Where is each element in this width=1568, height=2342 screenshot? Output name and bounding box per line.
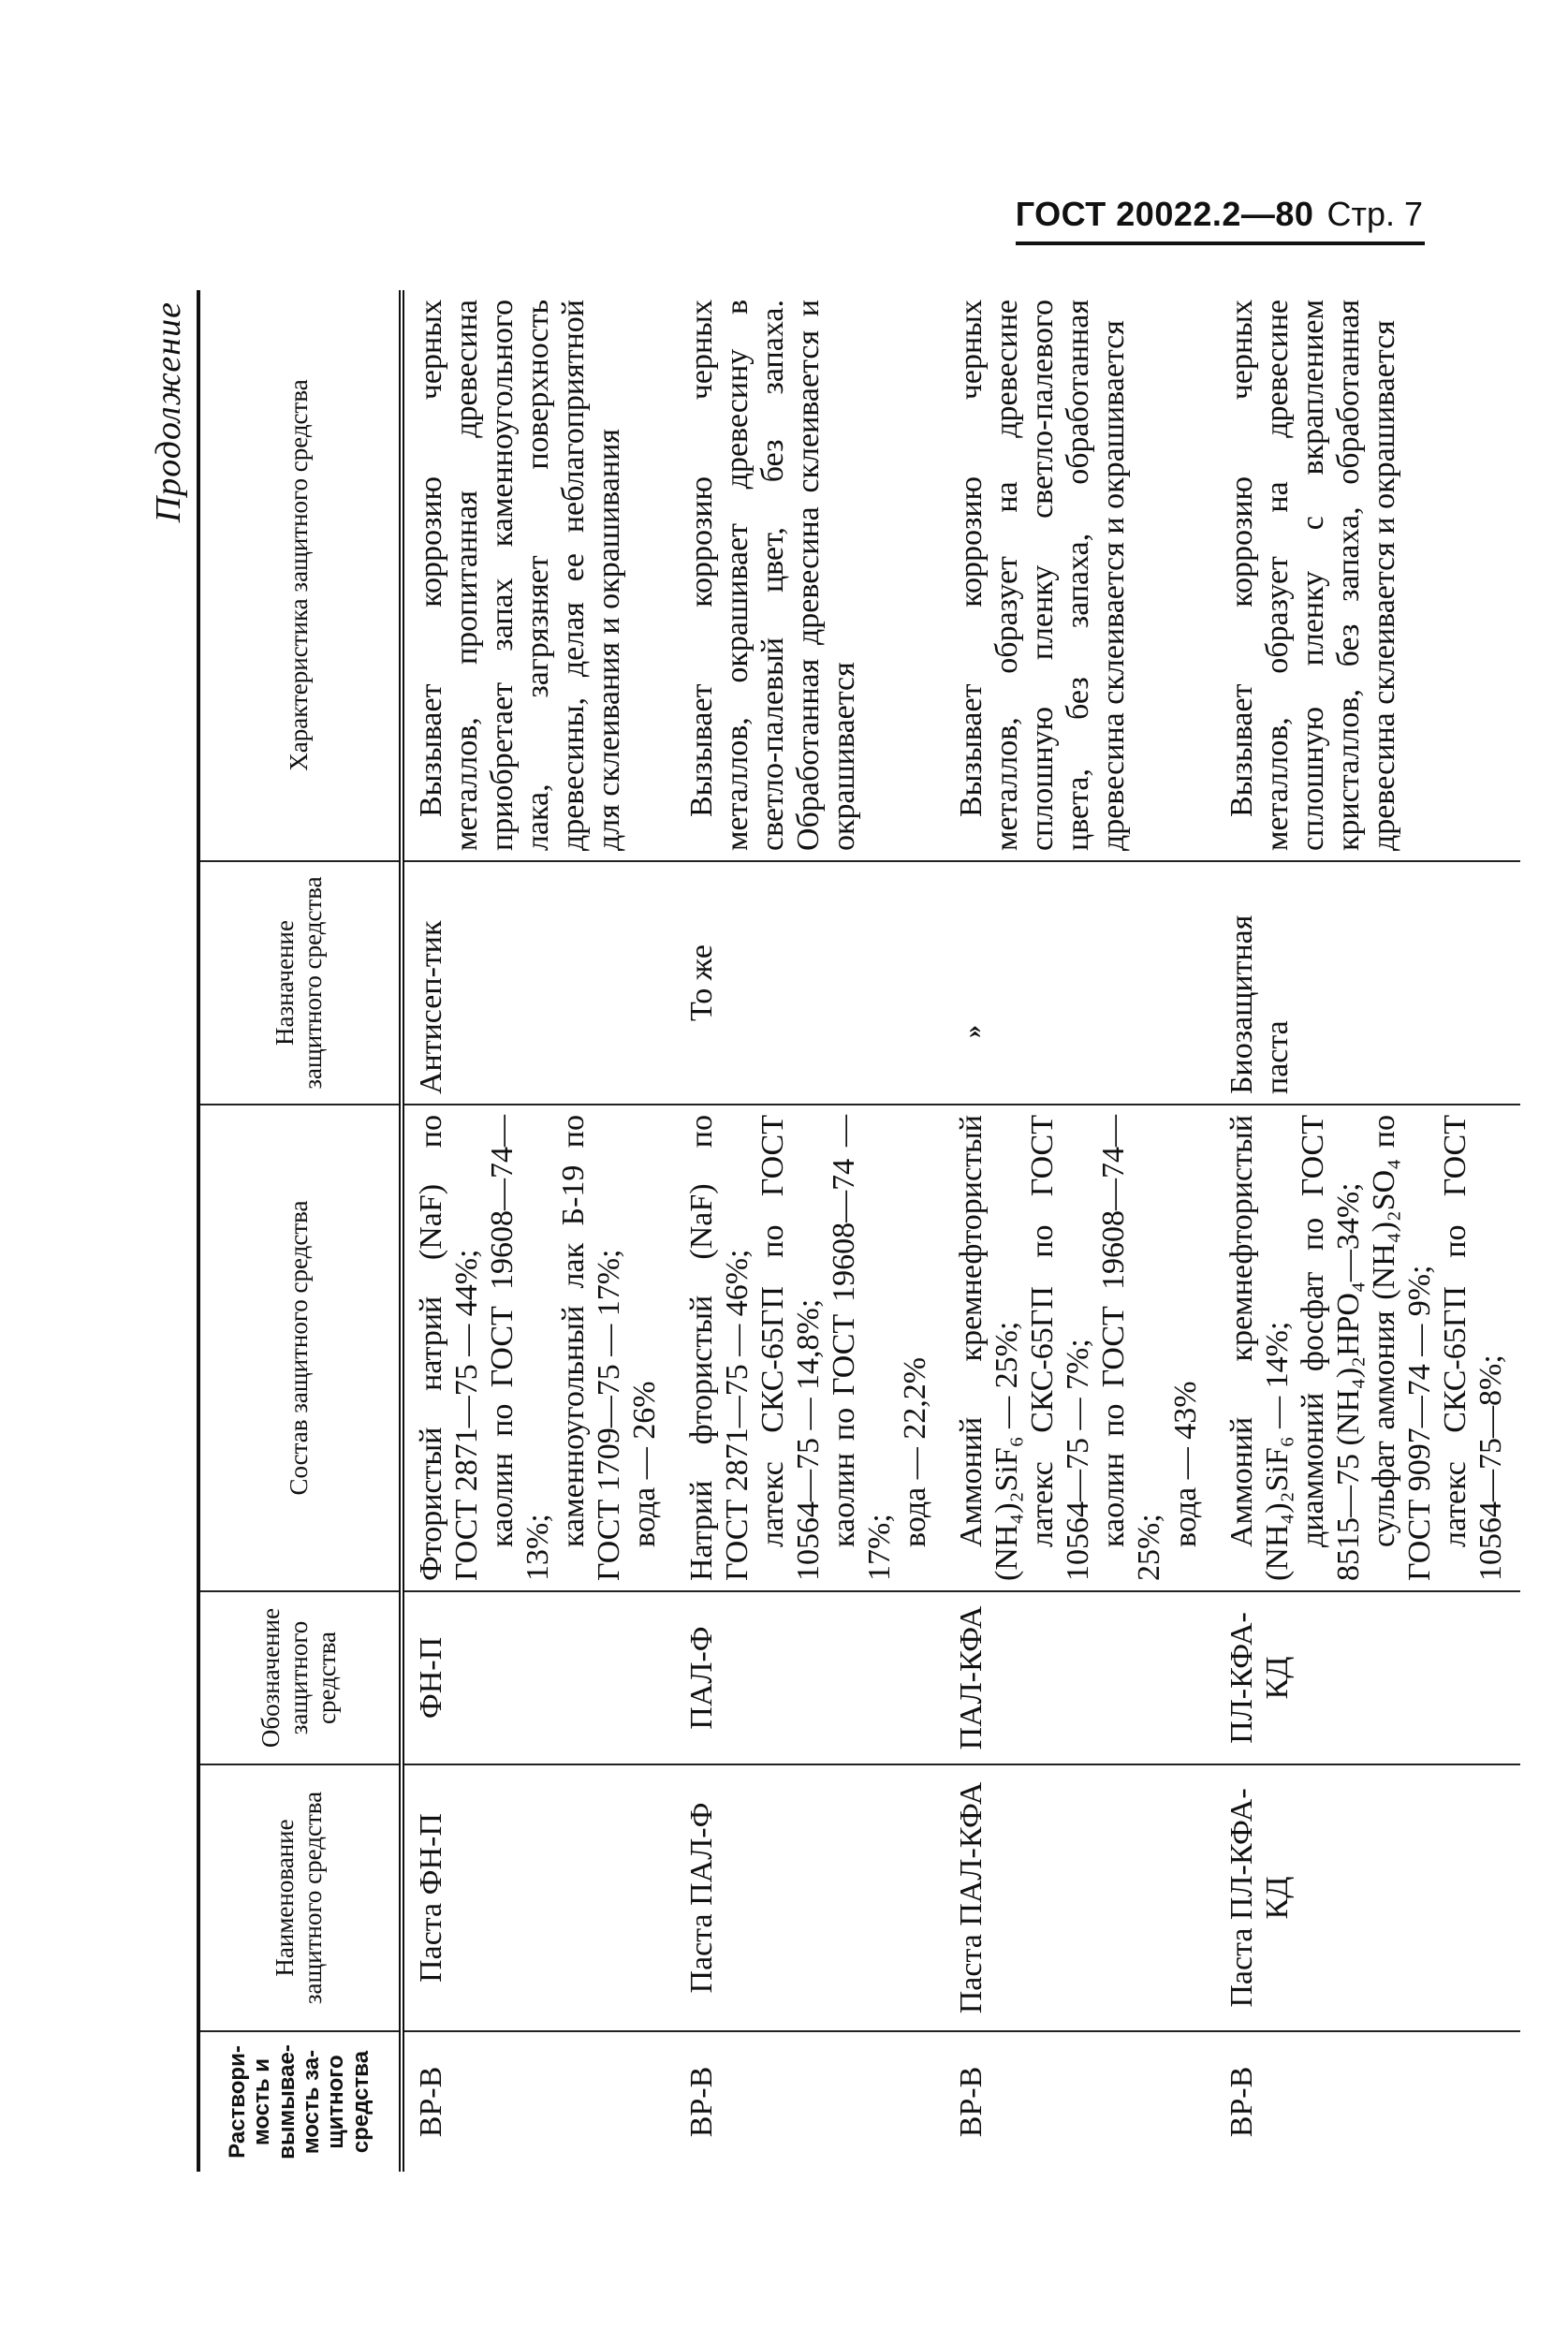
table-header-row xyxy=(198,290,402,2172)
cell-purpose: Антисеп-тик xyxy=(402,861,675,1105)
cell-composition xyxy=(675,1105,945,1591)
cell-purpose: Биозащитная паста xyxy=(1215,861,1521,1105)
table-row xyxy=(675,290,945,2172)
composition-line: латекс СКС-65ГП по ГОСТ 10564—75 — 7%; xyxy=(1025,1115,1096,1581)
composition-line: Натрий фтористый (NaF) по ГОСТ 2871—75 — 46%; xyxy=(683,1115,755,1581)
composition-line: каменноугольный лак Б-19 по ГОСТ 1709—75 — 17%; xyxy=(556,1115,627,1581)
cell-name: Паста ПАЛ-КФА xyxy=(945,1764,1215,2031)
protective-agents-table xyxy=(197,290,1520,2172)
cell-composition xyxy=(402,1105,675,1591)
composition-line: диаммоний фосфат по ГОСТ 8515—75 (NH₄)₂HPO₄—34%; xyxy=(1295,1115,1366,1581)
composition-line: сульфат аммония (NH₄)₂SO₄ по ГОСТ 9097—74 — 9%; xyxy=(1366,1115,1438,1581)
cell-characteristic: Вызывает коррозию черных металлов, окрашивает древесину в светло-палевый цвет, без запаха. Обработанная древесина склеивается и окрашивается xyxy=(675,290,945,861)
cell-designation: ПЛ-КФА-КД xyxy=(1215,1591,1521,1764)
standard-number: ГОСТ 20022.2—80 xyxy=(1015,195,1314,233)
composition-line: латекс СКС-65ГП по ГОСТ 10564—75—8%; xyxy=(1438,1115,1509,1581)
cell-name: Паста ПЛ-КФА-КД xyxy=(1215,1764,1521,2031)
cell-name: Паста ПАЛ-Ф xyxy=(675,1764,945,2031)
rotated-table-area xyxy=(140,290,1509,2172)
page-header xyxy=(983,195,1423,242)
composition-line: вода — 22,2% xyxy=(898,1356,933,1547)
cell-designation: ПАЛ-Ф xyxy=(675,1591,945,1764)
table-row xyxy=(945,290,1215,2172)
table-row xyxy=(402,290,675,2172)
cell-composition xyxy=(945,1105,1215,1591)
cell-composition xyxy=(1215,1105,1521,1591)
cell-solubility: ВР-В xyxy=(954,2066,989,2138)
cell-designation: ПАЛ-КФА xyxy=(945,1591,1215,1764)
cell-name: Паста ФН-П xyxy=(402,1764,675,2031)
composition-line: вода — 26% xyxy=(627,1381,663,1547)
composition-line: каолин по ГОСТ 19608—74— 25%; xyxy=(1096,1115,1167,1581)
composition-line: каолин по ГОСТ 19608—74— 13%; xyxy=(485,1115,556,1581)
col-header-solubility: Раствори-мость и вымывае-мость за-щитного средства xyxy=(198,2031,402,2172)
composition-line: латекс СКС-65ГП по ГОСТ 10564—75 — 14,8%; xyxy=(755,1115,826,1581)
cell-purpose: То же xyxy=(675,861,945,1105)
composition-line: Аммоний кремнефтористый (NH₄)₂SiF₆ — 25%; xyxy=(954,1115,1025,1581)
col-header-designation: Обозначение защитного средства xyxy=(198,1591,402,1764)
cell-designation: ФН-П xyxy=(402,1591,675,1764)
col-header-name: Наименование защитного средства xyxy=(198,1764,402,2031)
cell-characteristic: Вызывает коррозию черных металлов, пропитанная древесина приобретает запах каменноугольного лака, загрязняет поверхность древесины, делая ее неблагоприятной для склеивания и окрашивания xyxy=(402,290,675,861)
cell-characteristic: Вызывает коррозию черных металлов, образует на древесине сплошную пленку с вкраплением кристаллов, без запаха, обработанная древесина склеивается и окрашивается xyxy=(1215,290,1521,861)
page-number: Стр. 7 xyxy=(1326,195,1423,233)
col-header-composition: Состав защитного средства xyxy=(198,1105,402,1591)
composition-line: Аммоний кремнефтористый (NH₄)₂SiF₆ — 14%; xyxy=(1224,1115,1295,1581)
table-row xyxy=(1215,290,1521,2172)
composition-line: вода — 43% xyxy=(1167,1381,1203,1547)
cell-solubility: ВР-В xyxy=(1224,2066,1259,2138)
header-rule xyxy=(1016,242,1425,245)
composition-line: Фтористый натрий (NaF) по ГОСТ 2871—75 — 44%; xyxy=(414,1115,485,1581)
cell-solubility: ВР-В xyxy=(683,2066,719,2138)
table-continuation-caption: Продолжение xyxy=(149,301,188,523)
cell-solubility: ВР-В xyxy=(414,2066,448,2138)
col-header-purpose: Назначение защитного средства xyxy=(198,861,402,1105)
cell-purpose xyxy=(945,861,1215,1105)
col-header-characteristic: Характеристика защитного средства xyxy=(198,290,402,861)
ditto-mark: » xyxy=(959,1025,989,1038)
cell-characteristic: Вызывает коррозию черных металлов, образует на древесине сплошную пленку светло-палевого цвета, без запаха, обработанная древесина склеивается и окрашивается xyxy=(945,290,1215,861)
composition-line: каолин по ГОСТ 19608—74 — 17%; xyxy=(826,1115,897,1581)
